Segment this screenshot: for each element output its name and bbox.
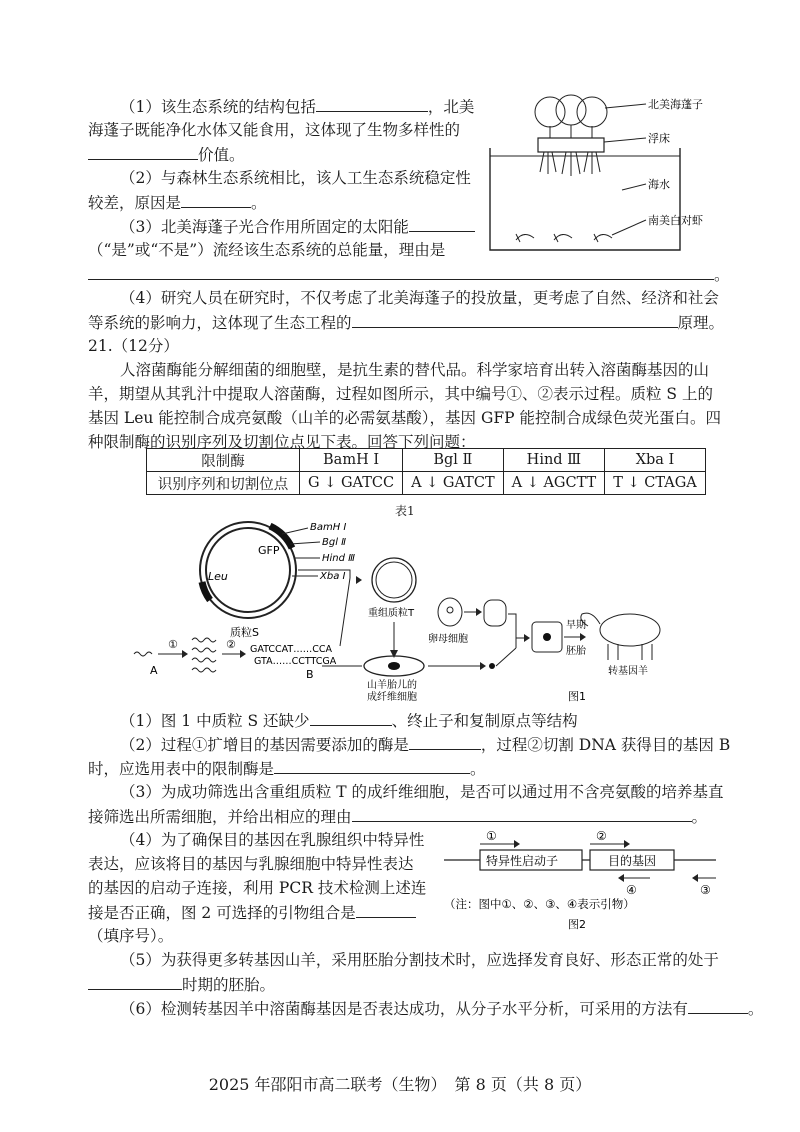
q20-p4-line1: （4）研究人员在研究时，不仅考虑了北美海蓬子的投放量，更考虑了自然、经济和社会 xyxy=(120,289,719,307)
floating-bed-figure xyxy=(480,90,720,260)
table-cell: A ↓ GATCT xyxy=(403,472,504,495)
q21-p2-line1: （2）过程①扩增目的基因需要添加的酶是 ，过程②切割 DNA 获得目的基因 B xyxy=(120,736,731,754)
table-header: 限制酶 xyxy=(147,449,300,472)
table-cell: A ↓ AGCTT xyxy=(503,472,605,495)
table-caption: 表1 xyxy=(395,504,415,518)
table-cell: T ↓ CTAGA xyxy=(605,472,706,495)
q21-heading: 21.（12分） xyxy=(88,337,179,355)
figure-2-caption: 图2 xyxy=(568,918,586,931)
label-haishui: 海水 xyxy=(648,178,670,191)
oocyte-label: 卵母细胞 xyxy=(428,634,468,645)
q20-p1-line1: （1）该生态系统的结构包括 ，北美 xyxy=(120,98,475,116)
q20-p4-line2: 等系统的影响力，这体现了生态工程的 原理。 xyxy=(88,314,725,332)
label-fuchuang: 浮床 xyxy=(648,132,670,145)
goat-label: 转基因羊 xyxy=(608,666,648,677)
figure-1-caption: 图1 xyxy=(568,690,586,703)
step-2: ② xyxy=(226,638,236,651)
step-1: ① xyxy=(168,638,178,651)
enzyme-bamh1: BamH Ⅰ xyxy=(310,522,347,533)
enzyme-xba1: Xba Ⅰ xyxy=(320,571,346,582)
page-footer: 2025 年邵阳市高二联考（生物） 第 8 页（共 8 页） xyxy=(208,1075,592,1094)
figure-2-note: （注：图中①、②、③、④表示引物） xyxy=(444,897,635,911)
primer-1: ① xyxy=(486,829,497,843)
recombinant-plasmid: 重组质粒T xyxy=(368,608,415,619)
table-row xyxy=(147,472,706,495)
q21-p5-line1: （5）为获得更多转基因山羊，采用胚胎分割技术时，应选择发育良好、形态正常的处于 xyxy=(120,951,719,969)
plasmid-name: 质粒S xyxy=(230,626,259,639)
fibroblast-line2: 成纤维细胞 xyxy=(367,692,417,703)
q21-p6: （6）检测转基因羊中溶菌酶基因是否表达成功，从分子水平分析，可采用的方法有 。 xyxy=(120,1000,764,1018)
promoter-label: 特异性启动子 xyxy=(486,854,559,868)
embryo-line1: 早期 xyxy=(566,620,586,631)
table-header: Xba Ⅰ xyxy=(605,449,706,472)
label-a: A xyxy=(150,664,158,677)
q21-intro-4: 种限制酶的识别序列及切割位点见下表。回答下列问题： xyxy=(88,433,476,451)
table-header: Hind Ⅲ xyxy=(503,449,605,472)
q20-p3-line1: （3）北美海蓬子光合作用所固定的太阳能 xyxy=(120,216,475,237)
q21-p4-line2: 表达，应该将目的基因与乳腺细胞中特异性表达 xyxy=(88,855,414,873)
gene-label: 目的基因 xyxy=(608,854,657,868)
table-header: BamH Ⅰ xyxy=(300,449,403,472)
q21-p4-line1: （4）为了确保目的基因在乳腺组织中特异性 xyxy=(120,831,425,849)
q21-p4-line3: 的基因的启动子连接，利用 PCR 技术检测上述连 xyxy=(88,879,427,897)
q20-p1-line3: 价值。 xyxy=(88,144,245,165)
q20-p2-line1: （2）与森林生态系统相比，该人工生态系统稳定性 xyxy=(120,169,471,187)
q20-p1-line2: 海蓬子既能净化水体又能食用，这体现了生物多样性的 xyxy=(88,121,461,139)
enzyme-bgl2: Bgl Ⅱ xyxy=(322,537,347,548)
q21-intro-2: 羊，期望从其乳汁中提取人溶菌酶，过程如图所示，其中编号①、②表示过程。质粒 S 上的 xyxy=(88,385,713,403)
gene-gfp: GFP xyxy=(258,544,280,557)
table-cell: 识别序列和切割位点 xyxy=(147,472,300,495)
label-haipengzi: 北美海蓬子 xyxy=(648,98,703,111)
table-header: Bgl Ⅱ xyxy=(403,449,504,472)
figure-1 xyxy=(130,518,680,708)
q21-p1: （1）图 1 中质粒 S 还缺少 、终止子和复制原点等结构 xyxy=(120,712,578,730)
label-shrimp: 南美白对虾 xyxy=(648,214,703,227)
seq-top: GATCCAT……CCA xyxy=(250,644,332,655)
table-row xyxy=(147,449,706,472)
q21-p3-line2: 接筛选出所需细胞，并给出相应的理由 。 xyxy=(88,808,708,826)
primer-2: ② xyxy=(596,829,607,843)
q21-p2-line2: 时，应选用表中的限制酶是 。 xyxy=(88,760,486,778)
primer-4: ④ xyxy=(626,883,637,897)
primer-3: ③ xyxy=(700,883,711,897)
q21-p4-line5: （填序号）。 xyxy=(88,927,174,945)
figure-2 xyxy=(440,826,720,936)
q20-p3-line2: （“是”或“不是”）流经该生态系统的总能量，理由是 xyxy=(88,241,446,259)
seq-bottom: GTA……CCTTCGA xyxy=(254,656,337,667)
q20-p3-line3: 。 xyxy=(88,264,730,285)
q20-p2-line2: 较差，原因是 。 xyxy=(88,194,267,212)
q21-intro-3: 基因 Leu 能控制合成亮氨酸（山羊的必需氨基酸），基因 GFP 能控制合成绿色荧光蛋白。四 xyxy=(88,409,721,427)
enzyme-hind3: Hind Ⅲ xyxy=(322,553,356,564)
q21-p5-line2: 时期的胚胎。 xyxy=(88,974,275,995)
enzyme-table xyxy=(146,448,706,495)
q21-intro-1: 人溶菌酶能分解细菌的细胞壁，是抗生素的替代品。科学家培育出转入溶菌酶基因的山 xyxy=(120,361,710,379)
embryo-line2: 胚胎 xyxy=(566,646,586,657)
table-cell: G ↓ GATCC xyxy=(300,472,403,495)
gene-leu: Leu xyxy=(208,570,228,583)
label-b: B xyxy=(306,668,314,681)
fibroblast-line1: 山羊胎儿的 xyxy=(367,680,417,691)
q21-p4-line4: 接是否正确，图 2 可选择的引物组合是 xyxy=(88,902,416,923)
q21-p3-line1: （3）为成功筛选出含重组质粒 T 的成纤维细胞，是否可以通过用不含亮氨酸的培养基直 xyxy=(120,783,724,801)
